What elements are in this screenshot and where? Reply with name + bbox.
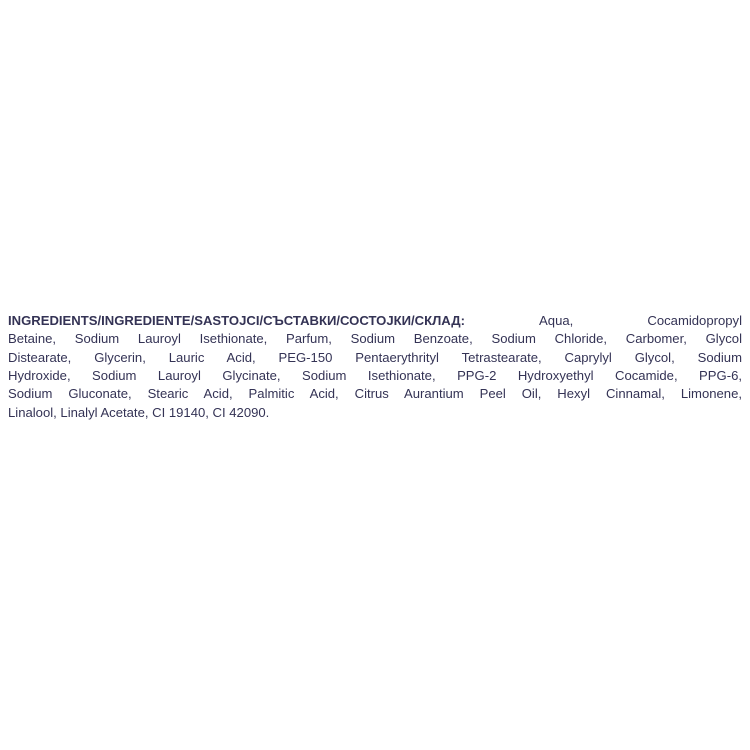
ingredients-heading: INGREDIENTS/INGREDIENTE/SASTOJCI/СЪСТАВКИ/СОСТОЈКИ/СКЛАД: [8,313,465,328]
ingredients-line: Betaine, Sodium Lauroyl Isethionate, Parfum, Sodium Benzoate, Sodium Chloride, Carbomer, Glycol [8,331,742,347]
ingredients-line: Linalool, Linalyl Acetate, CI 19140, CI 42090. [8,404,270,420]
ingredients-text-block [8,312,742,422]
ingredients-line: Sodium Gluconate, Stearic Acid, Palmitic Acid, Citrus Aurantium Peel Oil, Hexyl Cinnamal, Limonene, [8,386,742,402]
ingredients-line: Distearate, Glycerin, Lauric Acid, PEG-150 Pentaerythrityl Tetrastearate, Caprylyl Glycol, Sodium [8,349,742,365]
ingredients-line: Hydroxide, Sodium Lauroyl Glycinate, Sodium Isethionate, PPG-2 Hydroxyethyl Cocamide, PPG-6, [8,368,742,384]
ingredients-line [8,312,742,330]
ingredients-line-text: Aqua, Cocamidopropyl [464,313,742,328]
